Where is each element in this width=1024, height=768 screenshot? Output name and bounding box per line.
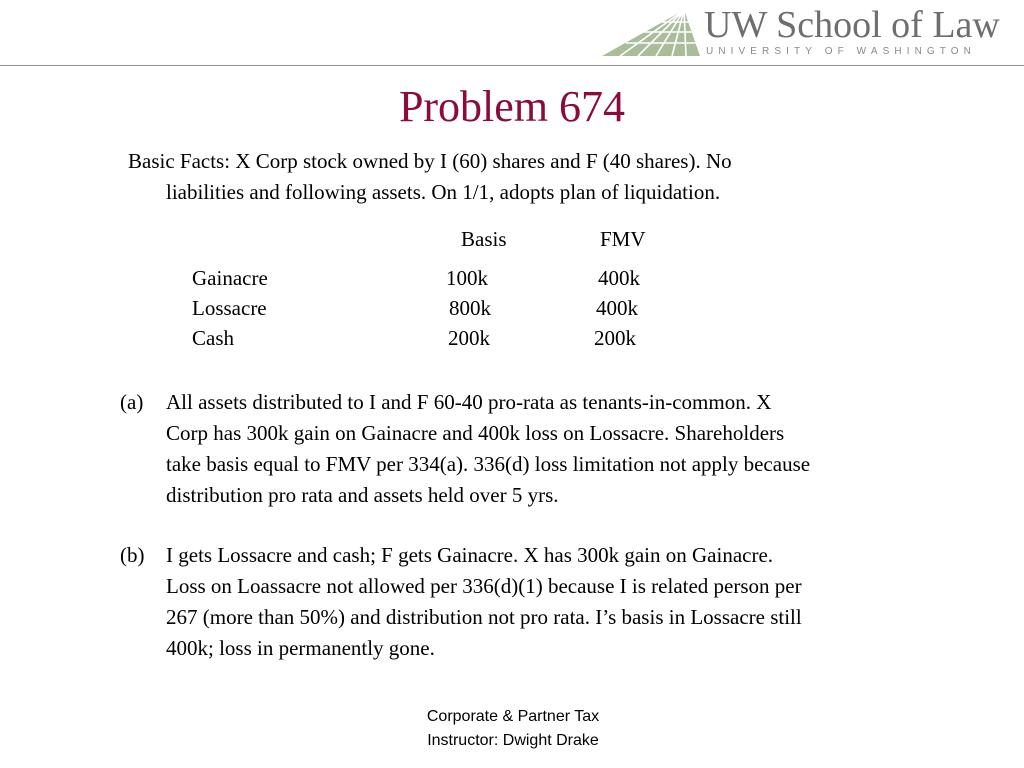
list-item-a (120, 387, 980, 511)
fmv-column-header: FMV (600, 227, 646, 251)
asset-name: Lossacre (192, 296, 267, 320)
asset-name: Cash (192, 326, 234, 350)
item-line: I gets Lossacre and cash; F gets Gainacre. X has 300k gain on Gainacre. (166, 543, 774, 567)
item-line: take basis equal to FMV per 334(a). 336(d) loss limitation not apply because (166, 452, 811, 476)
item-line: All assets distributed to I and F 60-40 pro-rata as tenants-in-common. X (166, 390, 772, 414)
footer-course: Corporate & Partner Tax (426, 708, 600, 725)
footer-instructor: Instructor: Dwight Drake (427, 732, 599, 749)
uw-law-logo (600, 4, 1020, 62)
basis-column-header: Basis (461, 227, 507, 251)
logo-subtitle: UNIVERSITY OF WASHINGTON (706, 46, 977, 57)
slide-title: Problem 674 (398, 82, 626, 131)
asset-table-row (0, 326, 1024, 356)
asset-table-row (0, 266, 1024, 296)
basic-facts-line-1: Basic Facts: X Corp stock owned by I (60) shares and F (40 shares). No (128, 149, 732, 173)
basic-facts-paragraph (128, 146, 908, 208)
list-item-b (120, 540, 980, 664)
item-text (166, 540, 966, 664)
perspective-grid-logo-mark-icon (600, 6, 704, 58)
asset-table-header (0, 227, 1024, 257)
item-text (166, 387, 966, 511)
asset-name: Gainacre (192, 266, 268, 290)
item-marker: (b) (120, 543, 145, 567)
asset-basis: 200k (448, 326, 490, 350)
asset-fmv: 400k (598, 266, 640, 290)
item-line: Loss on Loassacre not allowed per 336(d)(1) because I is related person per (166, 574, 802, 598)
asset-fmv: 400k (596, 296, 638, 320)
asset-basis: 800k (449, 296, 491, 320)
item-line: distribution pro rata and assets held over 5 yrs. (166, 483, 559, 507)
basic-facts-line-2: liabilities and following assets. On 1/1, adopts plan of liquidation. (166, 180, 721, 204)
asset-table-row (0, 296, 1024, 326)
item-line: 267 (more than 50%) and distribution not pro rata. I’s basis in Lossacre still (166, 605, 802, 629)
header-divider (0, 65, 1024, 66)
item-marker: (a) (120, 390, 144, 414)
item-line: Corp has 300k gain on Gainacre and 400k loss on Lossacre. Shareholders (166, 421, 785, 445)
asset-basis: 100k (446, 266, 488, 290)
logo-wordmark: UW School of Law (704, 4, 1000, 46)
asset-fmv: 200k (594, 326, 636, 350)
slide-footer (380, 705, 646, 753)
item-line: 400k; loss in permanently gone. (166, 636, 435, 660)
